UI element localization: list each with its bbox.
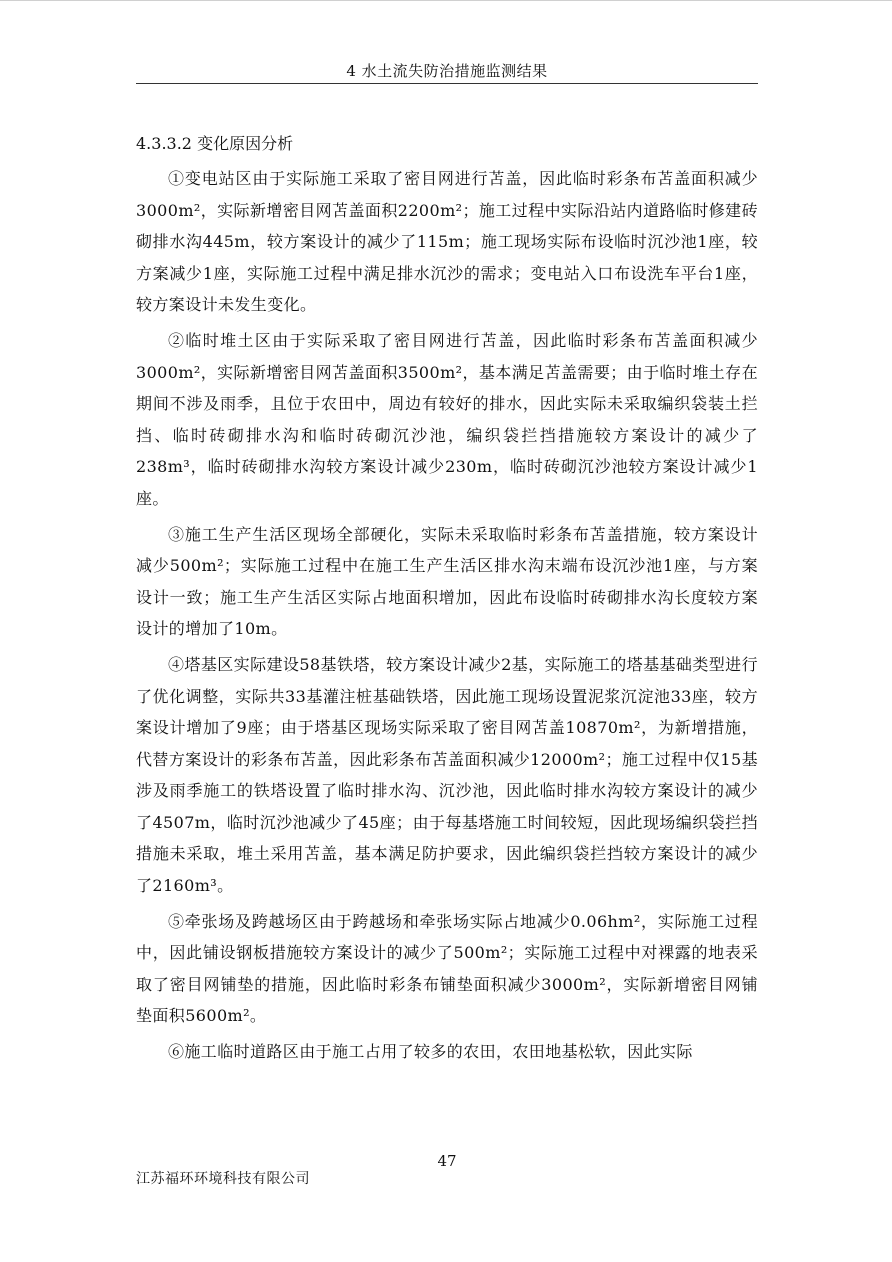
paragraph-construction-living-area: ③施工生产生活区现场全部硬化，实际未采取临时彩条布苫盖措施，较方案设计减少500m²；实际施工过程中在施工生产生活区排水沟末端布设沉沙池1座，与方案设计一致；施工生产生活区实际占地面积增加，因此布设临时砖砌排水沟长度较方案设计的增加了10m。: [136, 524, 758, 639]
paragraph-tension-crossing-site: ⑤牵张场及跨越场区由于跨越场和牵张场实际占地减少0.06hm²，实际施工过程中，因此铺设钢板措施较方案设计的减少了500m²；实际施工过程中对裸露的地表采取了密目网铺垫的措施，因此临时彩条布铺垫面积减少3000m²，实际新增密目网铺垫面积5600m²。: [136, 911, 758, 1026]
paragraph-substation: ①变电站区由于实际施工采取了密目网进行苫盖，因此临时彩条布苫盖面积减少3000m²，实际新增密目网苫盖面积2200m²；施工过程中实际沿站内道路临时修建砖砌排水沟445m，较方案设计的减少了115m；施工现场实际布设临时沉沙池1座，较方案减少1座，实际施工过程中满足排水沉沙的需求；变电站入口布设洗车平台1座，较方案设计未发生变化。: [136, 169, 758, 315]
page-number: 47: [437, 1152, 457, 1170]
footer-company-name: 江苏福环环境科技有限公司: [136, 1171, 310, 1187]
section-heading: 4.3.3.2 变化原因分析: [136, 134, 294, 153]
page-top-border: [0, 0, 892, 1]
paragraph-tower-foundation: ④塔基区实际建设58基铁塔，较方案设计减少2基，实际施工的塔基基础类型进行了优化调整，实际共33基灌注桩基础铁塔，因此施工现场设置泥浆沉淀池33座，较方案设计增加了9座；由于塔基区现场实际采取了密目网苫盖10870m²，为新增措施，代替方案设计的彩条布苫盖，因此彩条布苫盖面积减少12000m²；施工过程中仅15基涉及雨季施工的铁塔设置了临时排水沟、沉沙池，因此临时排水沟较方案设计的减少了4507m，临时沉沙池减少了45座；由于每基塔施工时间较短，因此现场编织袋拦挡措施未采取，堆土采用苫盖，基本满足防护要求，因此编织袋拦挡较方案设计的减少了2160m³。: [136, 654, 758, 896]
paragraph-temp-soil-stockpile: ②临时堆土区由于实际采取了密目网进行苫盖，因此临时彩条布苫盖面积减少3000m²，实际新增密目网苫盖面积3500m²，基本满足苫盖需要；由于临时堆土存在期间不涉及雨季，且位于农田中，周边有较好的排水，因此实际未采取编织袋装土拦挡、临时砖砌排水沟和临时砖砌沉沙池，编织袋拦挡措施较方案设计的减少了238m³，临时砖砌排水沟较方案设计减少230m，临时砖砌沉沙池较方案设计减少1座。: [136, 330, 758, 508]
header-divider: [136, 83, 758, 84]
page-header-title: 4 水土流失防治措施监测结果: [346, 62, 548, 80]
paragraph-temp-road: ⑥施工临时道路区由于施工占用了较多的农田，农田地基松软，因此实际: [168, 1042, 693, 1062]
page-body: [136, 128, 758, 1072]
